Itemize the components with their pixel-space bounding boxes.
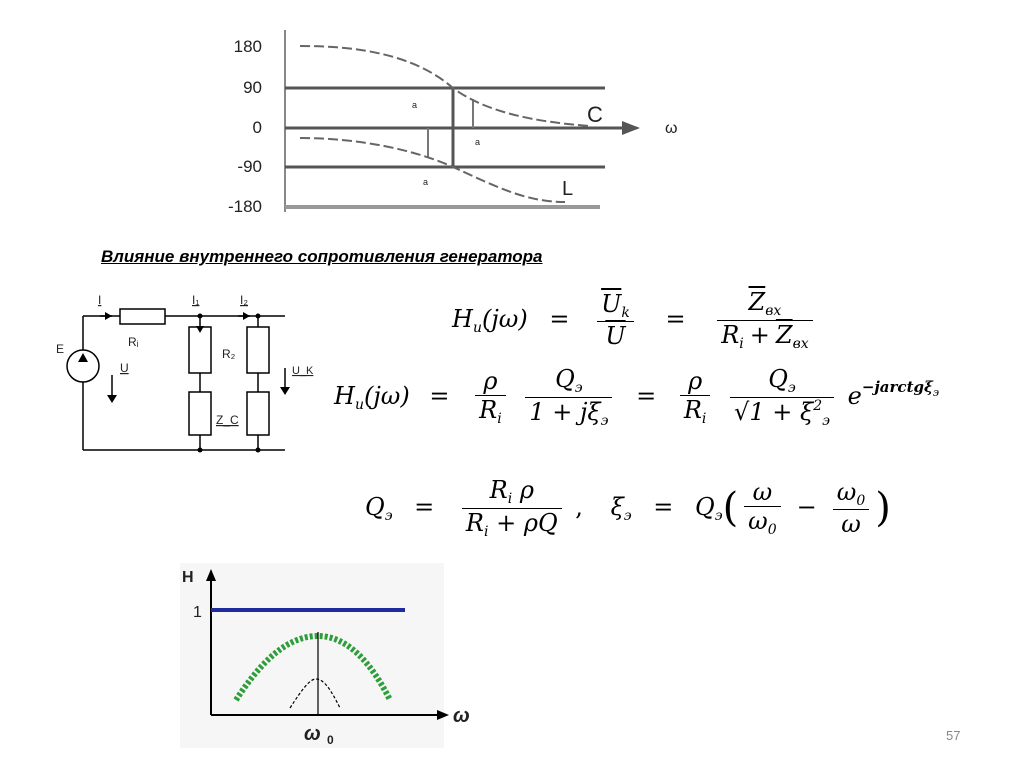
comma: ,	[575, 492, 583, 521]
denominator-r: R	[465, 508, 484, 537]
label-u: U	[120, 361, 129, 375]
numerator-z-sub: вх	[765, 303, 782, 319]
denominator-rho-q: ρQ	[523, 508, 558, 537]
denominator-omega: ω	[841, 510, 861, 539]
sqrt-one-plus: 1 +	[749, 397, 800, 426]
denominator-u: U	[605, 322, 626, 351]
denominator-xi-sub: э	[600, 412, 609, 429]
denominator-z: $\overline{Z}$	[775, 320, 793, 349]
label-i: I	[98, 293, 102, 307]
level-label-1: 1	[193, 604, 202, 621]
denominator-r: R	[683, 396, 702, 425]
label-ri: Rᵢ	[128, 335, 139, 349]
label-i1: I₁	[192, 293, 200, 307]
y-tick-90: 90	[243, 78, 262, 97]
y-tick-neg180: -180	[227, 197, 262, 216]
denominator-omega0-sub: 0	[767, 522, 777, 539]
equals-sign: =	[414, 492, 435, 521]
page-number: 57	[946, 728, 961, 743]
formula-q: Q	[695, 492, 715, 521]
equals-sign: =	[636, 381, 657, 410]
formula-argument: (jω)	[481, 304, 528, 333]
formula-symbol-q-sub: э	[384, 507, 393, 524]
marker-label-3: a	[423, 177, 429, 187]
plus-sign: +	[488, 508, 524, 537]
denominator-1j: 1 + j	[529, 397, 588, 426]
marker-label-2: a	[475, 137, 481, 147]
denominator-r-sub: i	[497, 411, 502, 428]
numerator-omega: ω	[744, 478, 781, 508]
denominator-r-sub: i	[739, 335, 744, 352]
x-label-omega: ω	[453, 705, 470, 727]
formula-subscript: u	[354, 396, 364, 413]
label-i2: I₂	[240, 293, 248, 307]
formula-symbol: H	[334, 381, 355, 410]
denominator-r-sub: i	[484, 523, 489, 540]
equals-sign: =	[429, 381, 450, 410]
minus-sign: −	[796, 492, 817, 521]
formula-symbol-xi: ξ	[610, 492, 624, 521]
label-e: E	[56, 342, 65, 356]
exp-power-sub: э	[932, 385, 940, 399]
label-r2: R₂	[222, 347, 236, 361]
numerator-q-sub: э	[787, 380, 796, 396]
x-tick-omega-sub: 0	[327, 733, 334, 747]
label-zc: Z_C	[216, 413, 239, 427]
numerator-rho: ρ	[512, 476, 534, 504]
exp-power: −jarctgξ	[861, 377, 933, 396]
numerator-uk: $\overline{U}$	[601, 289, 622, 318]
formula-subscript: u	[472, 319, 482, 336]
exp-base: e	[847, 381, 862, 410]
y-tick-0: 0	[252, 118, 262, 137]
right-paren: )	[875, 484, 891, 531]
numerator-omega0: ω	[836, 477, 857, 506]
formula-symbol: H	[452, 304, 473, 333]
formula-q-sub: э	[714, 507, 723, 524]
x-axis-label: ω	[665, 120, 678, 137]
numerator-r-sub: i	[507, 491, 513, 507]
formula-symbol-q: Q	[365, 492, 385, 521]
sqrt-xi-sup: 2	[813, 397, 823, 414]
curve-label-l: L	[562, 178, 574, 200]
numerator-r: R	[489, 476, 508, 504]
y-label-h: H	[182, 569, 194, 586]
denominator-omega0: ω	[748, 507, 768, 536]
section-heading: Влияние внутреннего сопротивления генератора	[101, 247, 543, 266]
y-tick-neg90: -90	[237, 157, 262, 176]
numerator-uk-sub: k	[621, 304, 630, 321]
numerator-q-sub: э	[574, 380, 583, 396]
denominator-r-sub: i	[701, 411, 707, 428]
left-paren: (	[722, 484, 739, 531]
marker-label-1: a	[412, 100, 418, 110]
denominator-xi: ξ	[587, 397, 601, 426]
numerator-rho: ρ	[680, 367, 711, 397]
numerator-z: $\overline{Z}$	[748, 288, 766, 316]
formula-symbol-xi-sub: э	[623, 507, 632, 524]
numerator-rho: ρ	[475, 367, 506, 397]
formula-argument: (jω)	[363, 381, 410, 410]
denominator-r: R	[479, 396, 498, 425]
denominator-r: R	[721, 320, 740, 349]
curve-label-c: C	[587, 102, 603, 127]
sqrt-xi-sub: э	[822, 412, 830, 429]
numerator-omega0-sub: 0	[856, 492, 866, 509]
sqrt-icon: √	[734, 397, 750, 426]
sqrt-xi: ξ	[799, 397, 814, 426]
x-tick-omega: ω	[304, 723, 321, 745]
equals-sign: =	[665, 304, 686, 333]
equals-sign: =	[549, 304, 570, 333]
denominator-z-sub: вх	[792, 335, 809, 352]
equals-sign: =	[653, 492, 674, 521]
label-uk: U_K	[292, 365, 314, 377]
numerator-q: Q	[768, 365, 788, 393]
numerator-q: Q	[555, 365, 575, 393]
plus-sign: +	[749, 320, 770, 349]
y-tick-180: 180	[233, 37, 262, 56]
